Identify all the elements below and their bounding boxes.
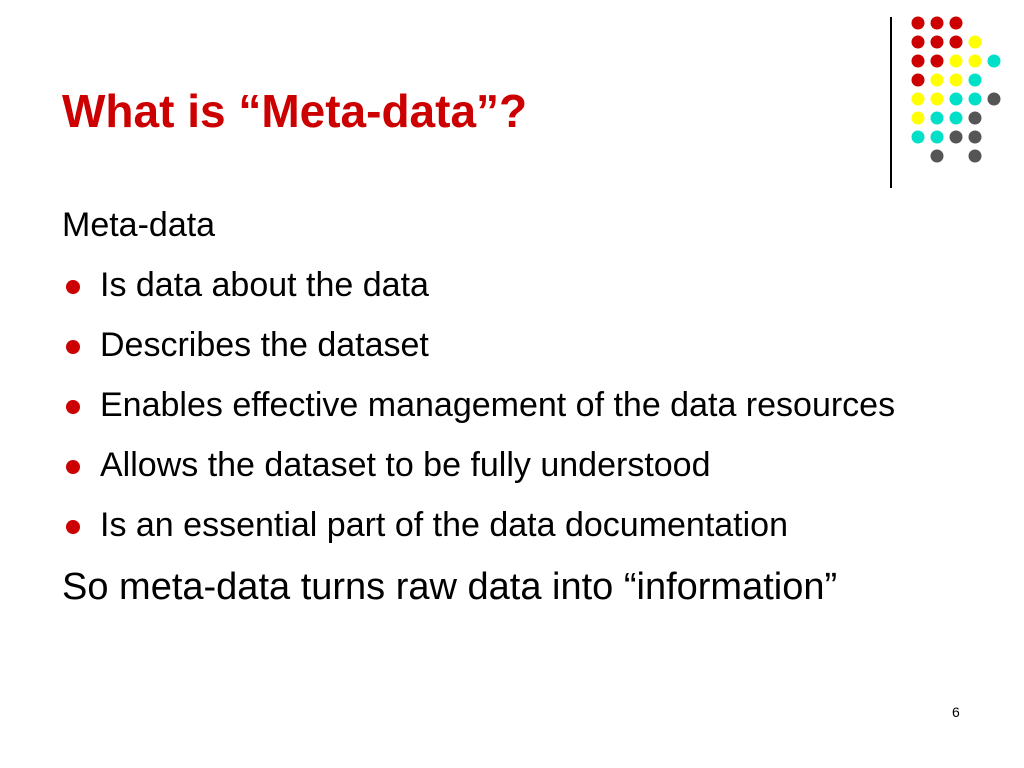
logo-dot bbox=[931, 150, 944, 163]
bullet-text: Allows the dataset to be fully understood bbox=[100, 446, 711, 484]
logo-dot bbox=[912, 112, 925, 125]
logo-dot bbox=[988, 55, 1001, 68]
bullet-item bbox=[62, 504, 1002, 546]
bullet-dot-icon bbox=[66, 400, 80, 414]
logo-dot bbox=[969, 93, 982, 106]
logo-dot bbox=[950, 74, 963, 87]
bullet-item bbox=[62, 264, 1002, 306]
logo-dot bbox=[931, 17, 944, 30]
logo-dot bbox=[931, 74, 944, 87]
bullet-dot-icon bbox=[66, 460, 80, 474]
logo-dot bbox=[950, 93, 963, 106]
logo-dot bbox=[950, 17, 963, 30]
bullet-item bbox=[62, 444, 1002, 486]
bullet-dot-icon bbox=[66, 520, 80, 534]
bullet-item bbox=[62, 384, 1002, 426]
logo-dot bbox=[969, 150, 982, 163]
bullet-dot-icon bbox=[66, 340, 80, 354]
logo-dot bbox=[931, 36, 944, 49]
bullet-text: Is an essential part of the data documentation bbox=[100, 506, 789, 544]
logo-dot bbox=[912, 74, 925, 87]
logo-dot bbox=[969, 36, 982, 49]
logo-dot bbox=[950, 131, 963, 144]
logo-dot bbox=[912, 36, 925, 49]
logo-dot bbox=[950, 36, 963, 49]
slide-body bbox=[62, 204, 1002, 610]
logo-dot bbox=[988, 93, 1001, 106]
logo-dot bbox=[969, 74, 982, 87]
page-number: 6 bbox=[952, 704, 960, 720]
logo-dot bbox=[912, 131, 925, 144]
logo-dot bbox=[931, 112, 944, 125]
outro-text: So meta-data turns raw data into “information” bbox=[62, 566, 838, 608]
bullet-item bbox=[62, 324, 1002, 366]
logo-dot bbox=[950, 112, 963, 125]
logo-dot bbox=[969, 112, 982, 125]
bullet-dot-icon bbox=[66, 280, 80, 294]
bullet-list bbox=[62, 264, 1002, 546]
logo-dot bbox=[931, 131, 944, 144]
bullet-text: Enables effective management of the data resources bbox=[100, 386, 896, 424]
logo-dot bbox=[969, 55, 982, 68]
bullet-text: Is data about the data bbox=[100, 266, 429, 304]
title-divider-line bbox=[890, 17, 892, 188]
slide-title: What is “Meta-data”? bbox=[62, 85, 528, 137]
logo-dot bbox=[912, 17, 925, 30]
logo-dot bbox=[950, 55, 963, 68]
intro-text: Meta-data bbox=[62, 206, 216, 244]
bullet-text: Describes the dataset bbox=[100, 326, 429, 364]
logo-dot bbox=[912, 55, 925, 68]
logo-dot bbox=[931, 93, 944, 106]
logo-dot bbox=[931, 55, 944, 68]
logo-dot bbox=[912, 93, 925, 106]
logo-dot bbox=[969, 131, 982, 144]
